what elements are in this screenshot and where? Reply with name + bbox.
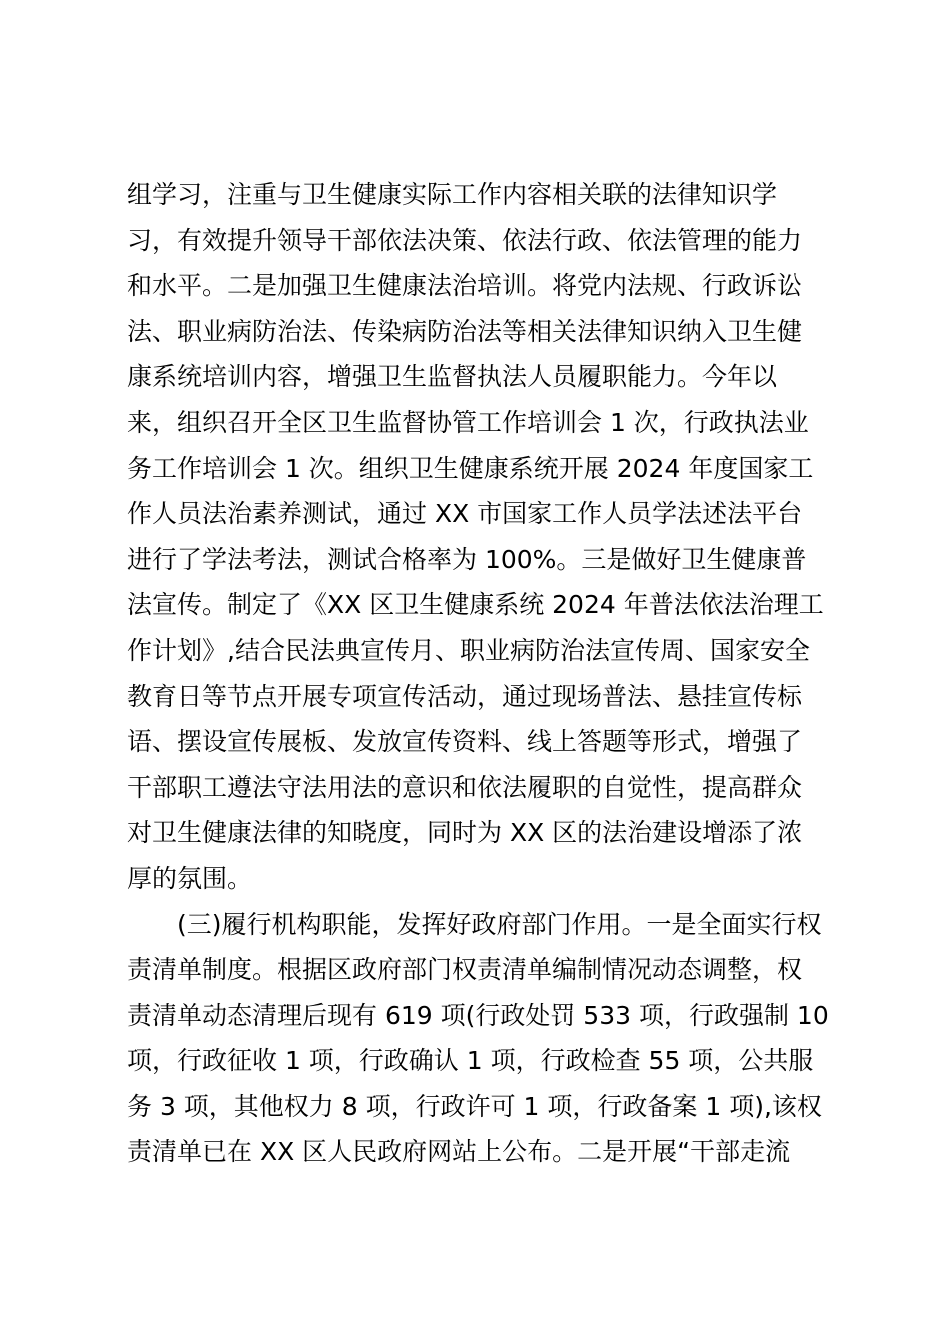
text-line: 作人员法治素养测试，通过 XX 市国家工作人员学法述法平台 (127, 499, 803, 529)
text-line: 教育日等节点开展专项宣传活动，通过现场普法、悬挂宣传标 (127, 681, 803, 711)
text-line: 康系统培训内容，增强卫生监督执法人员履职能力。今年以 (127, 362, 778, 392)
text-line: 习，有效提升领导干部依法决策、依法行政、依法管理的能力 (127, 225, 803, 255)
text-line: 项，行政征收 1 项，行政确认 1 项，行政检查 55 项，公共服 (127, 1046, 814, 1076)
text-line: 务 3 项，其他权力 8 项，行政许可 1 项，行政备案 1 项),该权 (127, 1091, 822, 1121)
text-line: 干部职工遵法守法用法的意识和依法履职的自觉性，提高群众 (127, 772, 803, 802)
body-text (127, 172, 837, 1175)
text-line: 对卫生健康法律的知晓度，同时为 XX 区的法治建设增添了浓 (127, 818, 803, 848)
text-line: 法宣传。制定了《XX 区卫生健康系统 2024 年普法依法治理工 (127, 590, 824, 620)
text-line: 法、职业病防治法、传染病防治法等相关法律知识纳入卫生健 (127, 316, 803, 346)
text-line: 责清单制度。根据区政府部门权责清单编制情况动态调整，权 (127, 955, 803, 985)
text-line: 组学习，注重与卫生健康实际工作内容相关联的法律知识学 (127, 180, 778, 209)
text-line: 厚的氛围。 (127, 863, 253, 893)
text-line: 责清单已在 XX 区人民政府网站上公布。二是开展“干部走流 (127, 1137, 791, 1167)
text-line: 和水平。二是加强卫生健康法治培训。将党内法规、行政诉讼 (127, 271, 803, 301)
text-line: 务工作培训会 1 次。组织卫生健康系统开展 2024 年度国家工 (127, 453, 814, 483)
text-line: 进行了学法考法，测试合格率为 100%。三是做好卫生健康普 (127, 544, 807, 574)
text-line: 责清单动态清理后现有 619 项(行政处罚 533 项，行政强制 10 (127, 1000, 829, 1030)
text-line: 来，组织召开全区卫生监督协管工作培训会 1 次，行政执法业 (127, 407, 809, 437)
text-line: 语、摆设宣传展板、发放宣传资料、线上答题等形式，增强了 (127, 727, 803, 757)
section-heading-line: (三)履行机构职能，发挥好政府部门作用。一是全面实行权 (177, 909, 822, 939)
text-line: 作计划》,结合民法典宣传月、职业病防治法宣传周、国家安全 (127, 635, 810, 665)
